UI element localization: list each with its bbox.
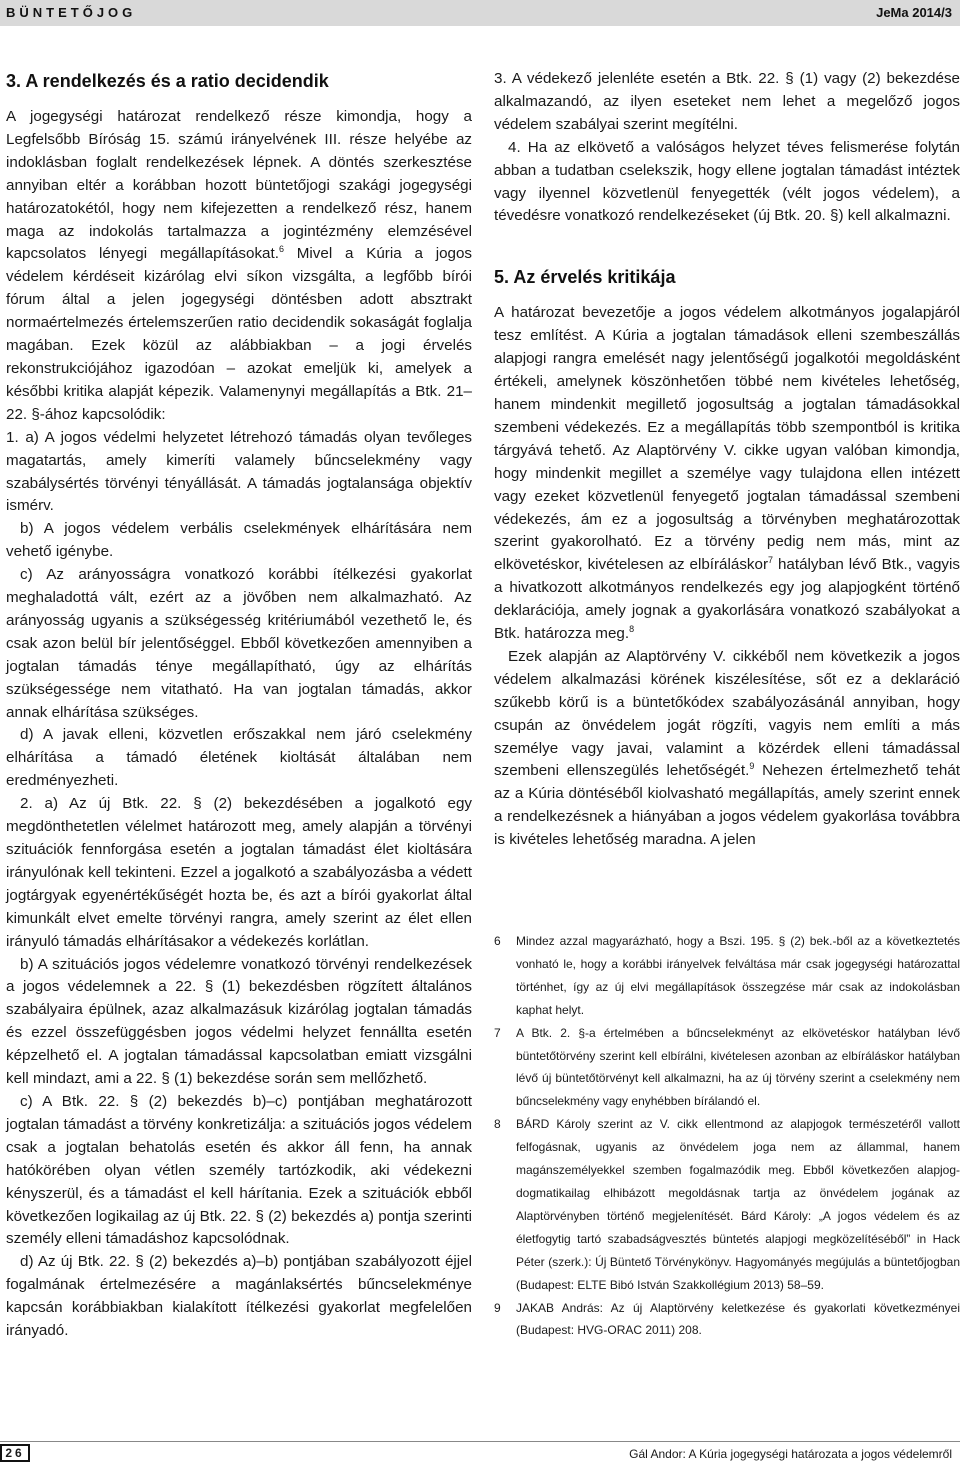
list-item-2d: d) Az új Btk. 22. § (2) bekezdés a)–b) pontjában szabályozott éjjel fogalmának értelmezésére a magánlaksértés bűncselekménye kapcsán korábbiakban kialakított ítélkezési gyakorlat megfelelően irányadó.	[6, 1253, 472, 1340]
list-item-2c: c) A Btk. 22. § (2) bekezdés b)–c) pontjában meghatározott jogtalan támadást a törvény konkretizálja: a szituációs jogos védelem csak a jogtalan behatolás esetén és akkor áll fenn, ha annak hatókörében olyan vétlen személy tartózkodik, aki védekezni kényszerül, és a támadást el kell hárítania. Ezek a szituációk ebből következően logikailag az új Btk. 22. § (2) bekezdés a) pontja szerinti személy elleni támadáshoz kapcsolódnak.	[6, 1092, 472, 1248]
paragraph	[6, 106, 472, 427]
paragraph-text: Nehezen értelmezhető tehát az a Kúria döntéséből kiolvasható megállapítás, amely szerint ennek a rendelkezésnek a hiányában a jogos védelem gyakorlása továbbra is kivételes lehetőség maradna. A jelen	[494, 762, 960, 849]
list-item-3: 3. A védekező jelenléte esetén a Btk. 22. § (1) vagy (2) bekezdése alkalmazandó, az ilyen eseteket nem lehet a megelőző jogos védelem szabályai szerint megítélni.	[494, 70, 960, 133]
paragraph-text: Ezek alapján az Alaptörvény V. cikkéből nem következik a jogos védelem alkalmazási körének kiszélesítése, sőt ez a deklaráció szűkebb körű is a büntetőkódex szabályozásánál annyiban, hogy csupán az önvédelem jogát rögzíti, vagyis nem említi a más személye vagy javai, valamint a közérdek elleni támadással szembeni ellenszegülés lehetőségét.	[494, 647, 960, 780]
list-item-1a: 1. a) A jogos védelmi helyzetet létrehozó támadás olyan tevőleges magatartás, amely kimeríti valamely bűncselekmény vagy szabálysértés törvényi tényállását. A támadás jogtalansága objektív ismérv.	[6, 428, 472, 515]
footnote	[494, 930, 960, 1022]
section-3-title: 3. A rendelkezés és a ratio decidendik	[6, 71, 329, 91]
page-number: 26	[0, 1444, 30, 1462]
footnote-ref-6[interactable]: 6	[278, 244, 284, 255]
journal-issue: JeMa 2014/3	[876, 5, 952, 20]
footnote	[494, 1022, 960, 1114]
footnote-number: 6	[494, 934, 501, 948]
running-footer: Gál Andor: A Kúria jogegységi határozata a jogos védelemről	[629, 1447, 952, 1461]
footnote-text: BÁRD Károly szerint az V. cikk ellentmond az alapjogok természetéről vallott felfogásnak, ugyanis az önvédelem joga nem az állammal, hanem magánszemélyekkel szemben fogalmazódik meg. Ebből következően alapjog-dogmatikailag elhibázott megoldásnak tartja az önvédelem jogának az Alaptörvényben történő megjelenítését. Bárd Károly: „A jogos védelem és az életfogytig tartó szabadságvesztés büntetés alapjogi megközelítéséből” in Hack Péter (szerk.): Új Büntető Törvénykönyv. Hagyományés megújulás a büntetőjogban (Budapest: ELTE Bibó István Szakkollégium 2013) 58–59.	[516, 1117, 960, 1292]
paragraph-text: hatályban lévő Btk., vagyis a hivatkozott alkotmányos rendelkezés egy jog alapjogként történő deklarációja, amely jognak a gyakorlására vonatkozó szabályokat a Btk. határozza meg.	[494, 556, 960, 643]
footnote-ref-7[interactable]: 7	[768, 555, 774, 566]
footnote-number: 8	[494, 1117, 501, 1132]
left-column	[6, 68, 472, 1343]
running-header	[0, 0, 960, 26]
list-item-1c: c) Az arányosságra vonatkozó korábbi ítélkezési gyakorlat meghaladottá vált, ezért az a jövőben nem alkalmazható. Az arányosság ugyanis a szükségesség kritériumából vezethető le, és csak azon belül bír jelentőséggel. Ebből következően amennyiben a jogtalan támadás ténye megállapítható, úgy az elhárítás szükségessége nem vitatható. Ha van jogtalan támadás, akkor annak elhárítása szükséges.	[6, 566, 472, 721]
footnote	[494, 1297, 960, 1343]
footnote-number: 9	[494, 1300, 501, 1315]
paragraph-text: A jogegységi határozat rendelkező része kimondja, hogy a Legfelsőbb Bíróság 15. számú irányelvének III. része helyébe az indoklásban foglalt rendelkezések lépnek. A döntés szerkesztése annyiban eltér a korábban hozott büntetőjogi szakági jogegységi határozatokétól, hogy nem kifejezetten a rendelkező rész, hanem maga az indokolás tartalmazza a jogintézmény elemzésével kapcsolatos lényegi megállapításokat.	[6, 108, 472, 263]
journal-name: BÜNTETŐJOG	[6, 5, 137, 20]
footnote	[494, 1113, 960, 1296]
list-item-2a: 2. a) Az új Btk. 22. § (2) bekezdésében a jogalkotó egy megdönthetetlen vélelmet határozott meg, amely alapján a törvényi szituációk fennforgása esetén a jogtalan támadást élet kioltására irányulónak kell tekinteni. Ezzel a jogalkotó a szabályozásba a védett jogtárgyak egyenértékűségét hozta be, és azt a bírói gyakorlat által kimunkált elvet emelte törvényi rangra, amely szerint az élet ellen irányuló támadás elhárításakor a védekezés korlátlan.	[6, 795, 472, 950]
footnote-text: Mindez azzal magyarázható, hogy a Bszi. 195. § (2) bek.-ből az a következtetés vonható le, hogy a korábbi irányelvek felváltása már csak jogegységi határozattal történhet, így az új elvi megállapítások összegzése már csak az indokolásban kaphat helyt.	[516, 934, 960, 1017]
footnote-number: 7	[494, 1025, 501, 1040]
footnotes	[494, 930, 960, 1342]
footnote-ref-8[interactable]: 8	[629, 623, 635, 634]
list-item-1b: b) A jogos védelem verbális cselekmények elhárítására nem vehető igénybe.	[6, 520, 472, 561]
paragraph-text: A határozat bevezetője a jogos védelem alkotmányos jogalapjáról tesz említést. A Kúria a jogtalan támadások elleni szembeszállás alapjogi rangra emelését nagy jelentőségű jogalkotói megoldásként értékeli, amelynek köszönhetően többé nem kivételes lehetőség, hanem mindenkit megillető jogosultság a jogtalan támadásokkal szembeni védekezés. Ez a megállapítás több szempontból is kritika tárgyává tehető. Az Alaptörvény V. cikke ugyan valóban kimondja, hogy mindenkit megillet a személye vagy tulajdona ellen intézett vagy ezeket közvetlenül fenyegető jogtalan támadással szembeni védekezés, ám ez a jogosultság a törvényben meghatározottak szerint gyakorolható. Ez a törvény pedig nem más, mint az elkövetéskor, kivételesen az elbíráláskor	[494, 304, 960, 574]
footnote-text: A Btk. 2. §-a értelmében a bűncselekményt az elkövetéskor hatályban lévő büntetőtörvény szerint kell elbírálni, kivételesen azonban az elbíráláskor hatályban lévő új büntetőtörvényt kell alkalmazni, ha az új törvény szerint a cselekmény nem bűncselekmény vagy enyhébben bírálandó el.	[516, 1025, 960, 1109]
list-item-4: 4. Ha az elkövető a valóságos helyzet téves felismerése folytán abban a tudatban cselekszik, hogy ellene jogtalan támadást intéztek vagy ilyennel közvetlenül fenyegették (vélt jogos védelem), a tévedésre vonatkozó rendelkezéseket (új Btk. 20. §) kell alkalmazni.	[494, 138, 960, 225]
list-item-1d: d) A javak elleni, közvetlen erőszakkal nem járó cselekmény elhárítása a támadó életének kioltását általában nem eredményezheti.	[6, 726, 472, 790]
footer-rule	[0, 1441, 960, 1442]
list-item-2b: b) A szituációs jogos védelemre vonatkozó törvényi rendelkezések a jogos védelemnek a 22. § (1) bekezdésben rögzített általános szabályaira épülnek, azaz alkalmazásuk kizárólag jogtalan támadás és ezzel összefüggésben jogos védelmi helyzet fennállta esetén képzelhető el. A jogtalan támadással kapcsolatban emiatt vizsgálni kell mindazt, ami a 22. § (1) bekezdése során sem mellőzhető.	[6, 955, 472, 1088]
paragraph	[494, 646, 960, 852]
footnote-text: JAKAB András: Az új Alaptörvény keletkezése és gyakorlati következményei (Budapest: HVG-ORAC 2011) 208.	[516, 1300, 960, 1338]
paragraph-text: Mivel a Kúria a jogos védelem kérdéseit kizárólag elvi síkon vizsgálta, a legfőbb bírói fórum által a jelen jogegységi döntésben adott absztrakt normaértelmezés értelemszerűen ratio decidendik sokaságát foglalja magában. Ezek közül az alábbiakban – a jogi érvelés rekonstrukciójához igazodóan – azokat emeljük ki, amelyek a későbbi kritika alapját képezik. Valamenynyi megállapítás a Btk. 21–22. §-ához kapcsolódik:	[6, 245, 472, 423]
section-5-title: 5. Az érvelés kritikája	[494, 267, 676, 288]
right-column	[494, 68, 960, 852]
paragraph	[494, 302, 960, 646]
footnote-ref-9[interactable]: 9	[749, 761, 755, 772]
